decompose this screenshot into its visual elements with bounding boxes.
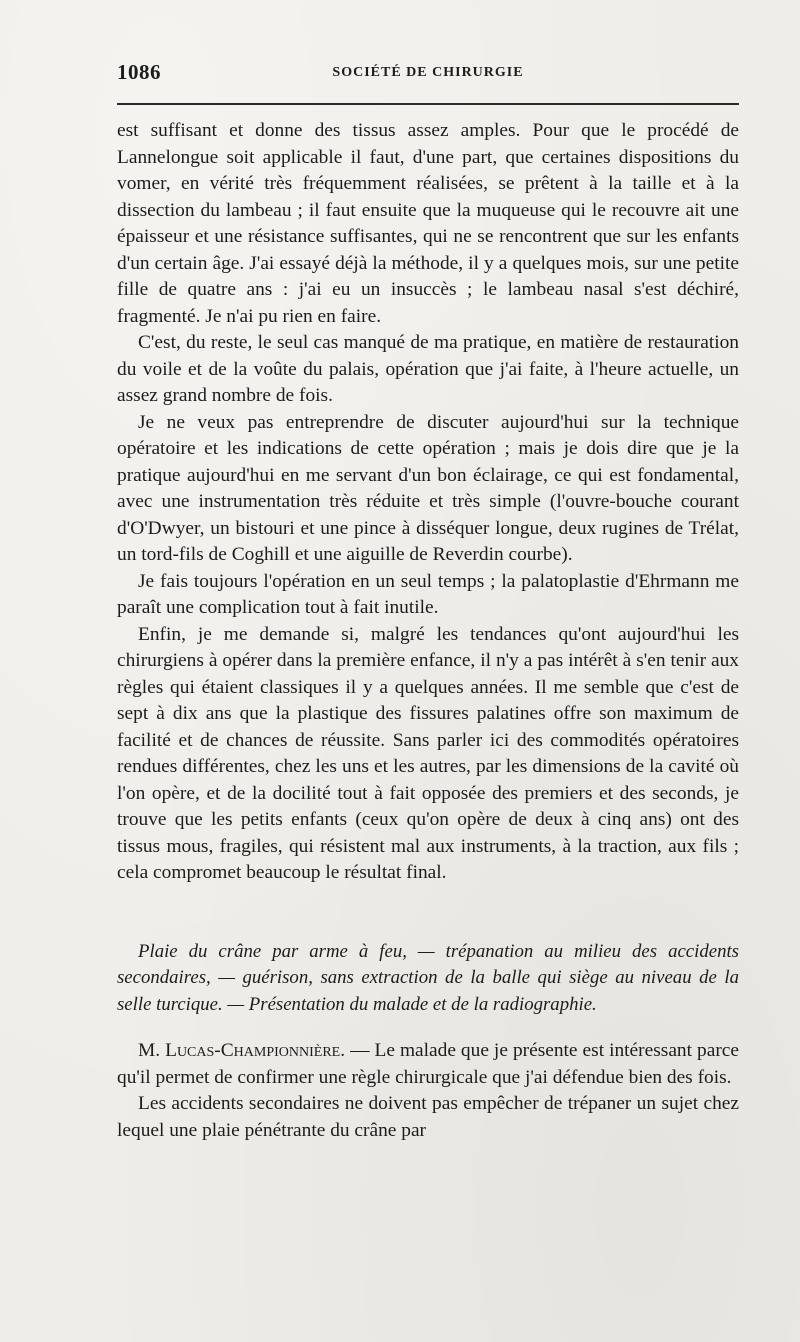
paragraph-1: est suffisant et donne des tissus assez amples. Pour que le procédé de Lannelongue soit applicable il faut, d'une part, que certaines dispositions du vomer, en vérité très fréquemment réalisées, se prêtent à la taille et à la dissection du lambeau ; il faut ensuite que la muqueuse qui le recouvre ait une épaisseur et une résistance suffisantes, qui ne se rencontrent que sur les enfants d'un certain âge. J'ai essayé déjà la méthode, il y a quelques mois, sur une petite fille de quatre ans : j'ai eu un insuccès ; le lambeau nasal s'est déchiré, fragmenté. Je n'ai pu rien en faire.: [117, 120, 739, 327]
header-rule: [117, 103, 739, 105]
page-header: [117, 60, 739, 90]
section-title: Plaie du crâne par arme à feu, — trépanation au milieu des accidents secondaires, — guérison, sans extraction de la balle qui siège au niveau de la selle turcique. — Présentation du malade et de la radiographie.: [117, 940, 739, 1015]
paragraph-6-text: — Le malade que je présente est intéressant parce qu'il permet de confirmer une règle chirurgicale que j'ai défendue bien des fois.: [117, 1040, 739, 1088]
paragraph-3: Je ne veux pas entreprendre de discuter aujourd'hui sur la technique opératoire et les indications de cette opération ; mais je dois dire que je la pratique aujourd'hui en me servant d'un bon éclairage, ce qui est fondamental, avec une instrumentation très réduite et très simple (l'ouvre-bouche courant d'O'Dwyer, un bistouri et une pince à disséquer longue, deux rugines de Trélat, un tord-fils de Coghill et une aiguille de Reverdin courbe).: [117, 411, 739, 565]
paragraph-2: C'est, du reste, le seul cas manqué de ma pratique, en matière de restauration du voile et de la voûte du palais, opération que j'ai faite, à l'heure actuelle, un assez grand nombre de fois.: [117, 332, 739, 406]
section-spacer-2: [117, 1018, 739, 1038]
body-text: [117, 118, 739, 1144]
paragraph-6: [117, 1038, 739, 1091]
running-title: SOCIÉTÉ DE CHIRURGIE: [332, 65, 524, 80]
paragraph-7: Les accidents secondaires ne doivent pas empêcher de trépaner un sujet chez lequel une plaie pénétrante du crâne par: [117, 1093, 739, 1141]
page-number: 1086: [117, 60, 161, 84]
section-spacer: [117, 887, 739, 939]
paragraph-4: Je fais toujours l'opération en un seul temps ; la palatoplastie d'Ehrmann me paraît une complication tout à fait inutile.: [117, 570, 739, 618]
paragraph-5: Enfin, je me demande si, malgré les tendances qu'ont aujourd'hui les chirurgiens à opérer dans la première enfance, il n'y a pas intérêt à s'en tenir aux règles qui étaient classiques il y a quelques années. Il me semble que c'est de sept à dix ans que la plastique des fissures palatines offre son maximum de facilité et de chances de réussite. Sans parler ici des commodités opératoires rendues différentes, chez les uns et les autres, par les dimensions de la cavité où l'on opère, et de la docilité tout à fait opposée des premiers et des seconds, je trouve que les petits enfants (ceux qu'on opère de deux à cinq ans) ont des tissus mous, fragiles, qui résistent mal aux instruments, à la traction, aux fils ; cela compromet beaucoup le résultat final.: [117, 623, 739, 883]
speaker-name: M. Lucas-Championnière.: [138, 1040, 346, 1061]
